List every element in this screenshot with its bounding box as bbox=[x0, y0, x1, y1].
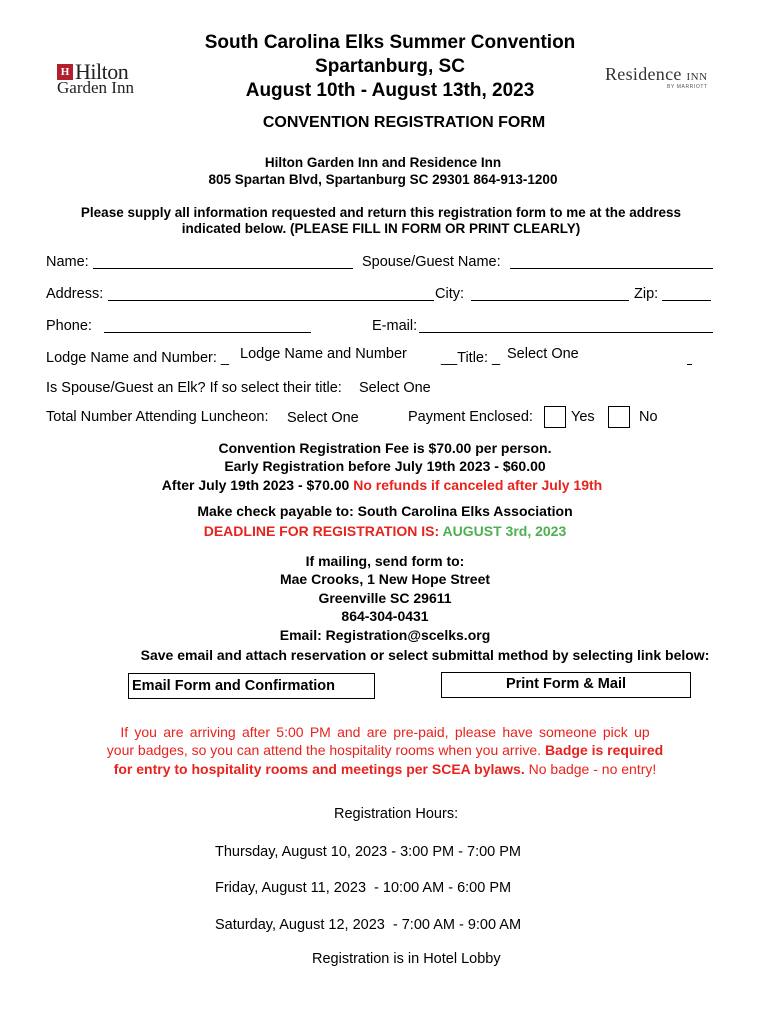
name-field[interactable] bbox=[93, 254, 353, 269]
hilton-mark-icon: H bbox=[57, 64, 73, 80]
payable-line: Make check payable to: South Carolina Elks Association bbox=[197, 503, 573, 519]
address-label: Address: bbox=[46, 286, 104, 302]
form-title: CONVENTION REGISTRATION FORM bbox=[262, 114, 546, 131]
address-field[interactable] bbox=[108, 286, 434, 301]
luncheon-label: Total Number Attending Luncheon: bbox=[46, 409, 269, 425]
notice-line-1: If you are arriving after 5:00 PM and are pre-paid, please have someone pick up bbox=[120, 724, 650, 740]
scea-bylaws-text: for entry to hospitality rooms and meetings per SCEA bylaws. bbox=[113, 761, 525, 777]
spouse-name-label: Spouse/Guest Name: bbox=[362, 254, 501, 270]
hotel-address: 805 Spartan Blvd, Spartanburg SC 29301 864-913-1200 bbox=[208, 172, 558, 187]
zip-label: Zip: bbox=[634, 286, 659, 302]
hours-thursday: Thursday, August 10, 2023 - 3:00 PM - 7:00 PM bbox=[215, 844, 522, 860]
title-line-2: Spartanburg, SC bbox=[315, 56, 465, 77]
instructions-line-1: Please supply all information requested and return this registration form to me at the address bbox=[80, 205, 682, 220]
email-field[interactable] bbox=[419, 318, 713, 333]
mailing-line-2: Mae Crooks, 1 New Hope Street bbox=[279, 571, 491, 587]
title-line-1: South Carolina Elks Summer Convention bbox=[204, 32, 576, 53]
hotel-name: Hilton Garden Inn and Residence Inn bbox=[264, 155, 502, 170]
no-badge-text: No badge - no entry! bbox=[528, 761, 657, 777]
lodge-select[interactable]: Lodge Name and Number bbox=[240, 346, 407, 362]
city-label: City: bbox=[435, 286, 464, 302]
marriott-logo-word: BY MARRIOTT bbox=[667, 84, 708, 90]
fee-line-2: Early Registration before July 19th 2023 - $60.00 bbox=[224, 458, 546, 474]
luncheon-select[interactable]: Select One bbox=[287, 410, 359, 426]
submittal-instructions: Save email and attach reservation or select submittal method by selecting link below: bbox=[140, 647, 710, 663]
badge-required-text: Badge is required bbox=[544, 742, 664, 758]
phone-field[interactable] bbox=[104, 318, 311, 333]
zip-field[interactable] bbox=[662, 286, 711, 301]
mailing-line-3: Greenville SC 29611 bbox=[318, 590, 452, 606]
lodge-label: Lodge Name and Number: _ bbox=[46, 350, 229, 366]
spouse-elk-select[interactable]: Select One bbox=[359, 380, 431, 396]
instructions-line-2: indicated below. (PLEASE FILL IN FORM OR PRINT CLEARLY) bbox=[181, 221, 581, 236]
title-label: __Title: _ bbox=[441, 350, 501, 366]
mailing-line-1: If mailing, send form to: bbox=[305, 553, 465, 569]
hilton-garden-inn-logo bbox=[57, 59, 157, 98]
payment-yes-checkbox[interactable] bbox=[544, 406, 566, 428]
hours-title: Registration Hours: bbox=[334, 806, 459, 822]
fee-line-3 bbox=[0, 477, 767, 493]
hours-friday: Friday, August 11, 2023 - 10:00 AM - 6:00 PM bbox=[215, 880, 512, 896]
deadline-line bbox=[0, 523, 770, 539]
garden-inn-logo-word: Garden Inn bbox=[57, 78, 134, 97]
deadline-date: AUGUST 3rd, 2023 bbox=[442, 523, 567, 539]
no-refunds-notice: No refunds if canceled after July 19th bbox=[353, 477, 603, 493]
city-field[interactable] bbox=[471, 286, 629, 301]
notice-line-2 bbox=[60, 742, 710, 758]
registration-location: Registration is in Hotel Lobby bbox=[312, 951, 501, 967]
title-select[interactable]: Select One bbox=[507, 346, 579, 362]
phone-label: Phone: bbox=[46, 318, 92, 334]
payment-no-label: No bbox=[639, 409, 658, 425]
payment-no-checkbox[interactable] bbox=[608, 406, 630, 428]
mailing-email: Email: Registration@scelks.org bbox=[279, 627, 491, 643]
deadline-label: DEADLINE FOR REGISTRATION IS: bbox=[203, 523, 440, 539]
payment-label: Payment Enclosed: bbox=[408, 409, 533, 425]
email-label: E-mail: bbox=[372, 318, 418, 334]
residence-logo-word: Residence INN bbox=[605, 64, 708, 84]
hours-saturday: Saturday, August 12, 2023 - 7:00 AM - 9:00 AM bbox=[215, 917, 522, 933]
notice-badge-text: your badges, so you can attend the hospitality rooms when you arrive. bbox=[106, 742, 542, 758]
notice-line-3 bbox=[60, 761, 710, 777]
print-form-button[interactable]: Print Form & Mail bbox=[441, 672, 691, 698]
hilton-logo-word: Hilton bbox=[75, 59, 129, 84]
fee-line-1: Convention Registration Fee is $70.00 per person. bbox=[218, 440, 552, 456]
name-label: Name: bbox=[46, 254, 89, 270]
email-form-button[interactable]: Email Form and Confirmation bbox=[128, 673, 375, 699]
fee-after-date: After July 19th 2023 - $70.00 bbox=[161, 477, 350, 493]
title-field-end bbox=[687, 364, 692, 365]
payment-yes-label: Yes bbox=[571, 409, 595, 425]
title-line-3: August 10th - August 13th, 2023 bbox=[245, 80, 535, 101]
spouse-name-field[interactable] bbox=[510, 254, 713, 269]
spouse-elk-label: Is Spouse/Guest an Elk? If so select their title: bbox=[46, 380, 342, 396]
mailing-line-4: 864-304-0431 bbox=[341, 608, 429, 624]
